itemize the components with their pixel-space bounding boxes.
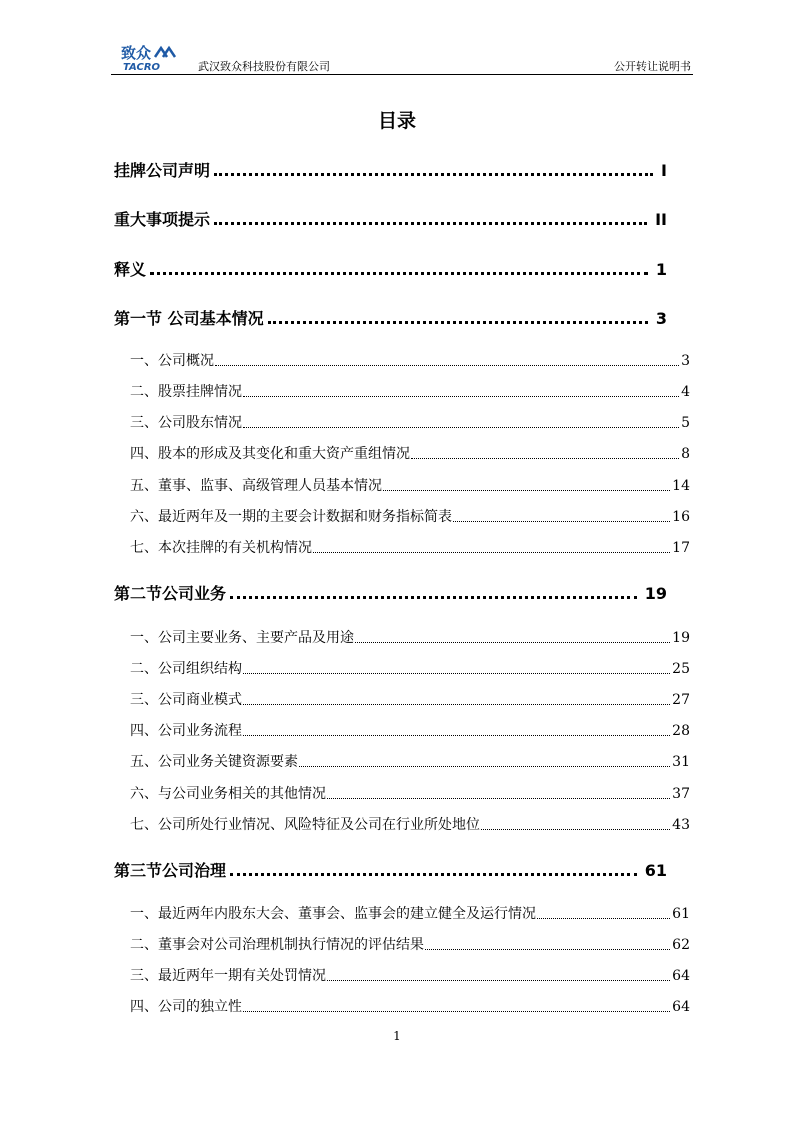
leader-dots	[243, 1009, 670, 1012]
toc-entry-title: 释义	[114, 260, 147, 279]
toc-entry-page: I	[661, 161, 667, 180]
leader-dots	[243, 733, 670, 736]
toc-entry[interactable]	[114, 581, 667, 605]
toc-entry-title: 挂牌公司声明	[114, 161, 211, 180]
toc-entry[interactable]	[130, 443, 690, 463]
leader-dots	[327, 796, 670, 799]
leader-dots	[243, 425, 679, 428]
toc-entry-page: 62	[672, 937, 690, 953]
leader-dots	[243, 702, 670, 705]
toc-entry[interactable]	[130, 689, 690, 709]
toc-entry-title: 三、公司股东情况	[130, 415, 242, 431]
toc-entry[interactable]	[130, 412, 690, 432]
toc-entry[interactable]	[114, 257, 667, 281]
toc-entry-page: 5	[681, 415, 690, 431]
toc-title: 目录	[377, 110, 416, 132]
leader-dots	[425, 947, 670, 950]
leader-dots	[230, 592, 637, 599]
document-type: 公开转让说明书	[614, 60, 691, 73]
toc-entry-page: 61	[644, 861, 667, 880]
toc-entry[interactable]	[130, 537, 690, 557]
leader-dots	[383, 488, 670, 491]
toc-entry[interactable]	[130, 627, 690, 647]
leader-dots	[411, 456, 679, 459]
toc-entry[interactable]	[130, 965, 690, 985]
leader-dots	[214, 218, 647, 225]
toc-entry-title: 一、公司主要业务、主要产品及用途	[130, 630, 354, 646]
toc-entry[interactable]	[130, 751, 690, 771]
toc-entry[interactable]	[114, 158, 667, 182]
toc-entry-page: 14	[672, 478, 690, 494]
toc-entry-page: 1	[655, 260, 667, 279]
toc-entry[interactable]	[114, 306, 667, 330]
toc-entry[interactable]	[114, 858, 667, 882]
leader-dots	[268, 317, 648, 324]
toc-entry-page: 3	[655, 309, 667, 328]
toc-entry-title: 三、公司商业模式	[130, 692, 242, 708]
toc-entry[interactable]	[114, 207, 667, 231]
toc-entry-page: 8	[681, 446, 690, 462]
toc-entry[interactable]	[130, 814, 690, 834]
leader-dots	[215, 363, 679, 366]
toc-entry-page: 3	[681, 353, 690, 369]
leader-dots	[299, 764, 670, 767]
toc-entry-page: 16	[672, 509, 690, 525]
leader-dots	[243, 671, 670, 674]
company-name: 武汉致众科技股份有限公司	[198, 60, 330, 73]
toc-entry-title: 五、公司业务关键资源要素	[130, 754, 298, 770]
page-header	[111, 40, 693, 75]
leader-dots	[214, 169, 653, 176]
toc-entry-title: 六、与公司业务相关的其他情况	[130, 786, 326, 802]
toc-entry-page: 4	[681, 384, 690, 400]
toc-entry-title: 一、公司概况	[130, 353, 214, 369]
toc-entry-title: 重大事项提示	[114, 210, 211, 229]
toc-entry-page: 64	[672, 999, 690, 1015]
toc-entry-page: 19	[672, 630, 690, 646]
toc-entry-page: 17	[672, 540, 690, 556]
tacro-logo	[119, 44, 189, 72]
toc-entry-page: 19	[644, 584, 667, 603]
toc-entry-title: 七、本次挂牌的有关机构情况	[130, 540, 312, 556]
toc-entry-page: 43	[672, 817, 690, 833]
toc-entry-title: 一、最近两年内股东大会、董事会、监事会的建立健全及运行情况	[130, 906, 536, 922]
leader-dots	[327, 978, 670, 981]
toc-entry-page: 25	[672, 661, 690, 677]
toc-entry-title: 二、董事会对公司治理机制执行情况的评估结果	[130, 937, 424, 953]
toc-entry[interactable]	[130, 475, 690, 495]
toc-entry-title: 四、公司的独立性	[130, 999, 242, 1015]
toc-entry-title: 二、公司组织结构	[130, 661, 242, 677]
toc-entry-title: 第二节公司业务	[114, 584, 227, 603]
toc-entry-page: II	[655, 210, 667, 229]
leader-dots	[243, 394, 679, 397]
leader-dots	[355, 640, 670, 643]
toc-entry-page: 61	[672, 906, 690, 922]
toc-entry[interactable]	[130, 720, 690, 740]
leader-dots	[150, 268, 648, 275]
toc-entry-title: 七、公司所处行业情况、风险特征及公司在行业所处地位	[130, 817, 480, 833]
leader-dots	[313, 550, 670, 553]
toc-entry-title: 四、股本的形成及其变化和重大资产重组情况	[130, 446, 410, 462]
logo-subtext: TACRO	[123, 62, 161, 72]
toc-entry-page: 37	[672, 786, 690, 802]
leader-dots	[453, 519, 670, 522]
toc-entry-title: 第三节公司治理	[114, 861, 227, 880]
toc-entry-page: 27	[672, 692, 690, 708]
toc-entry-title: 六、最近两年及一期的主要会计数据和财务指标简表	[130, 509, 452, 525]
leader-dots	[537, 916, 670, 919]
leader-dots	[230, 869, 637, 876]
toc-entry-title: 五、董事、监事、高级管理人员基本情况	[130, 478, 382, 494]
toc-entry-title: 二、股票挂牌情况	[130, 384, 242, 400]
toc-entry-page: 64	[672, 968, 690, 984]
toc-entry[interactable]	[130, 934, 690, 954]
toc-entry[interactable]	[130, 658, 690, 678]
toc-entry-page: 28	[672, 723, 690, 739]
toc-entry[interactable]	[130, 783, 690, 803]
page-number: 1	[393, 1029, 401, 1043]
toc-entry-page: 31	[672, 754, 690, 770]
toc-entry[interactable]	[130, 381, 690, 401]
toc-entry[interactable]	[130, 506, 690, 526]
logo-text: 致众	[121, 44, 152, 62]
toc-entry-title: 第一节 公司基本情况	[114, 309, 264, 328]
toc-entry[interactable]	[130, 350, 690, 370]
toc-entry-title: 四、公司业务流程	[130, 723, 242, 739]
leader-dots	[481, 827, 670, 830]
toc-entry[interactable]	[130, 903, 690, 923]
toc-entry-title: 三、最近两年一期有关处罚情况	[130, 968, 326, 984]
toc-entry[interactable]	[130, 996, 690, 1016]
